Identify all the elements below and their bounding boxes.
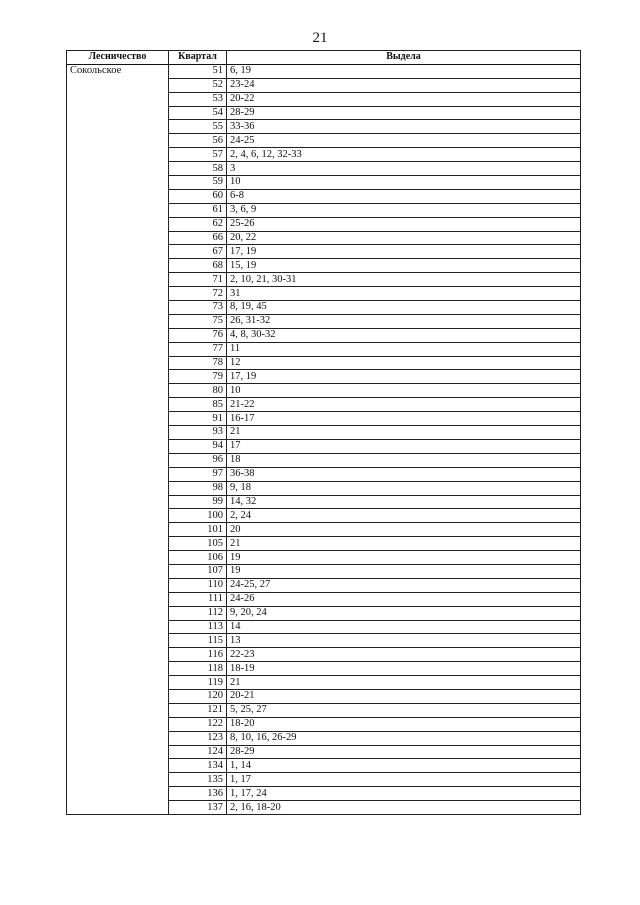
- forestry-table: [66, 50, 581, 815]
- quarter-cell: 79: [169, 370, 227, 384]
- table-row: [67, 64, 581, 78]
- plots-cell: 19: [227, 551, 581, 565]
- quarter-cell: 100: [169, 509, 227, 523]
- quarter-cell: 111: [169, 592, 227, 606]
- plots-cell: 21: [227, 426, 581, 440]
- quarter-cell: 110: [169, 578, 227, 592]
- quarter-cell: 72: [169, 287, 227, 301]
- plots-cell: 18-20: [227, 717, 581, 731]
- quarter-cell: 68: [169, 259, 227, 273]
- plots-cell: 20: [227, 523, 581, 537]
- plots-cell: 20, 22: [227, 231, 581, 245]
- quarter-cell: 122: [169, 717, 227, 731]
- plots-cell: 23-24: [227, 78, 581, 92]
- quarter-cell: 93: [169, 426, 227, 440]
- quarter-cell: 135: [169, 773, 227, 787]
- plots-cell: 1, 17, 24: [227, 787, 581, 801]
- quarter-cell: 116: [169, 648, 227, 662]
- quarter-cell: 105: [169, 537, 227, 551]
- header-quarter: Квартал: [169, 51, 227, 65]
- plots-cell: 24-26: [227, 592, 581, 606]
- plots-cell: 28-29: [227, 106, 581, 120]
- plots-cell: 18-19: [227, 662, 581, 676]
- quarter-cell: 134: [169, 759, 227, 773]
- quarter-cell: 59: [169, 176, 227, 190]
- plots-cell: 10: [227, 384, 581, 398]
- quarter-cell: 96: [169, 453, 227, 467]
- quarter-cell: 123: [169, 731, 227, 745]
- plots-cell: 15, 19: [227, 259, 581, 273]
- quarter-cell: 75: [169, 314, 227, 328]
- quarter-cell: 137: [169, 801, 227, 815]
- header-plots: Выдела: [227, 51, 581, 65]
- quarter-cell: 58: [169, 162, 227, 176]
- quarter-cell: 124: [169, 745, 227, 759]
- plots-cell: 2, 10, 21, 30-31: [227, 273, 581, 287]
- plots-cell: 20-22: [227, 92, 581, 106]
- plots-cell: 9, 20, 24: [227, 606, 581, 620]
- plots-cell: 10: [227, 176, 581, 190]
- plots-cell: 3, 6, 9: [227, 203, 581, 217]
- quarter-cell: 71: [169, 273, 227, 287]
- plots-cell: 19: [227, 564, 581, 578]
- quarter-cell: 57: [169, 148, 227, 162]
- quarter-cell: 76: [169, 328, 227, 342]
- quarter-cell: 94: [169, 439, 227, 453]
- table-body: [67, 64, 581, 814]
- quarter-cell: 136: [169, 787, 227, 801]
- quarter-cell: 73: [169, 301, 227, 315]
- quarter-cell: 119: [169, 676, 227, 690]
- plots-cell: 11: [227, 342, 581, 356]
- forestry-name-cell: Сокольское: [67, 64, 169, 814]
- plots-cell: 26, 31-32: [227, 314, 581, 328]
- plots-cell: 17: [227, 439, 581, 453]
- quarter-cell: 112: [169, 606, 227, 620]
- plots-cell: 14, 32: [227, 495, 581, 509]
- plots-cell: 8, 19, 45: [227, 301, 581, 315]
- plots-cell: 33-36: [227, 120, 581, 134]
- plots-cell: 13: [227, 634, 581, 648]
- plots-cell: 21: [227, 676, 581, 690]
- plots-cell: 21: [227, 537, 581, 551]
- plots-cell: 17, 19: [227, 245, 581, 259]
- plots-cell: 28-29: [227, 745, 581, 759]
- quarter-cell: 101: [169, 523, 227, 537]
- page-number: 21: [312, 30, 328, 46]
- plots-cell: 2, 4, 6, 12, 32-33: [227, 148, 581, 162]
- quarter-cell: 99: [169, 495, 227, 509]
- plots-cell: 24-25, 27: [227, 578, 581, 592]
- plots-cell: 6, 19: [227, 64, 581, 78]
- quarter-cell: 56: [169, 134, 227, 148]
- plots-cell: 9, 18: [227, 481, 581, 495]
- quarter-cell: 98: [169, 481, 227, 495]
- quarter-cell: 53: [169, 92, 227, 106]
- plots-cell: 17, 19: [227, 370, 581, 384]
- quarter-cell: 61: [169, 203, 227, 217]
- quarter-cell: 97: [169, 467, 227, 481]
- quarter-cell: 77: [169, 342, 227, 356]
- plots-cell: 22-23: [227, 648, 581, 662]
- plots-cell: 24-25: [227, 134, 581, 148]
- quarter-cell: 51: [169, 64, 227, 78]
- quarter-cell: 121: [169, 703, 227, 717]
- plots-cell: 1, 14: [227, 759, 581, 773]
- plots-cell: 21-22: [227, 398, 581, 412]
- quarter-cell: 60: [169, 189, 227, 203]
- quarter-cell: 113: [169, 620, 227, 634]
- plots-cell: 5, 25, 27: [227, 703, 581, 717]
- quarter-cell: 115: [169, 634, 227, 648]
- plots-cell: 16-17: [227, 412, 581, 426]
- quarter-cell: 54: [169, 106, 227, 120]
- plots-cell: 2, 24: [227, 509, 581, 523]
- quarter-cell: 62: [169, 217, 227, 231]
- quarter-cell: 91: [169, 412, 227, 426]
- plots-cell: 12: [227, 356, 581, 370]
- plots-cell: 36-38: [227, 467, 581, 481]
- plots-cell: 18: [227, 453, 581, 467]
- plots-cell: 2, 16, 18-20: [227, 801, 581, 815]
- plots-cell: 3: [227, 162, 581, 176]
- quarter-cell: 78: [169, 356, 227, 370]
- quarter-cell: 120: [169, 689, 227, 703]
- plots-cell: 4, 8, 30-32: [227, 328, 581, 342]
- quarter-cell: 107: [169, 564, 227, 578]
- quarter-cell: 67: [169, 245, 227, 259]
- table-header-row: [67, 51, 581, 65]
- plots-cell: 25-26: [227, 217, 581, 231]
- quarter-cell: 106: [169, 551, 227, 565]
- header-forestry: Лесничество: [67, 51, 169, 65]
- quarter-cell: 85: [169, 398, 227, 412]
- quarter-cell: 55: [169, 120, 227, 134]
- plots-cell: 31: [227, 287, 581, 301]
- quarter-cell: 66: [169, 231, 227, 245]
- quarter-cell: 80: [169, 384, 227, 398]
- plots-cell: 20-21: [227, 689, 581, 703]
- plots-cell: 8, 10, 16, 26-29: [227, 731, 581, 745]
- plots-cell: 6-8: [227, 189, 581, 203]
- plots-cell: 1, 17: [227, 773, 581, 787]
- quarter-cell: 52: [169, 78, 227, 92]
- quarter-cell: 118: [169, 662, 227, 676]
- plots-cell: 14: [227, 620, 581, 634]
